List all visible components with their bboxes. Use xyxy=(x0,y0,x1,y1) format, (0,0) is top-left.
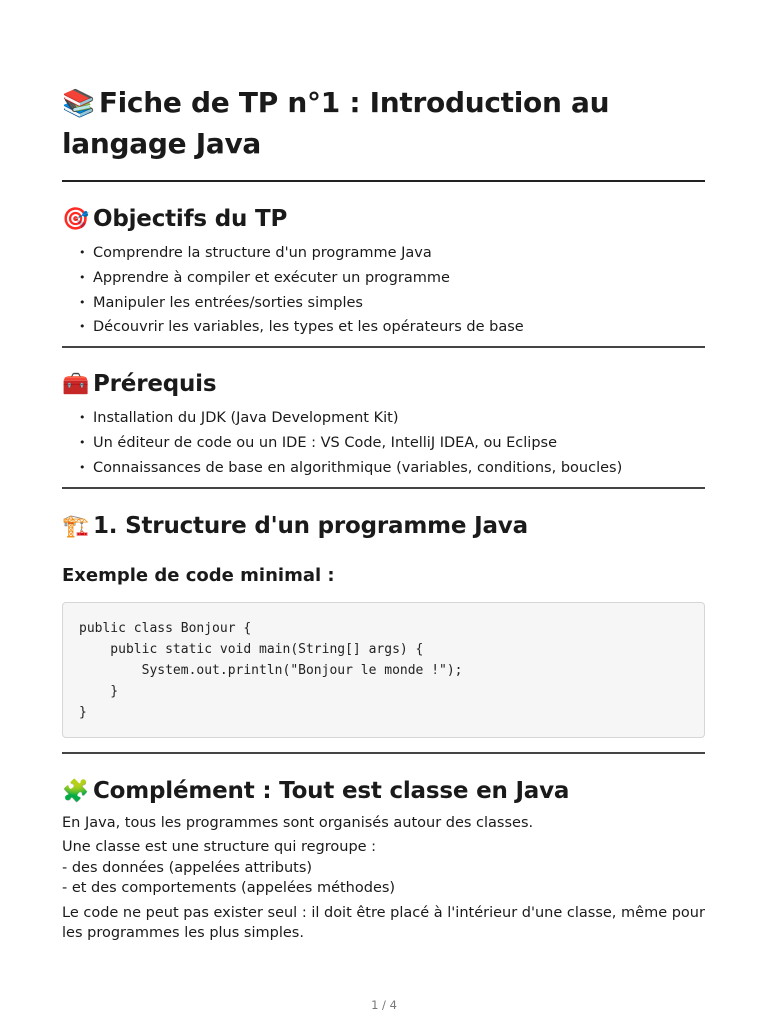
bullet-icon: • xyxy=(79,270,86,284)
list-item: • Un éditeur de code ou un IDE : VS Code, IntelliJ IDEA, ou Eclipse xyxy=(62,431,705,456)
paragraph: Le code ne peut pas exister seul : il doit être placé à l'intérieur d'une classe, même pour les programmes les plus simples. xyxy=(62,904,705,942)
objectifs-heading-text: Objectifs du TP xyxy=(93,206,288,232)
code-example-subheading: Exemple de code minimal : xyxy=(62,564,335,586)
target-icon: 🎯 xyxy=(62,207,89,232)
page-title xyxy=(62,83,705,164)
complement-heading-text: Complément : Tout est classe en Java xyxy=(93,777,570,804)
section-divider xyxy=(62,346,705,348)
bullet-icon: • xyxy=(79,295,86,309)
objectifs-heading xyxy=(62,204,705,235)
complement-heading xyxy=(62,776,705,807)
bullet-icon: • xyxy=(79,435,86,449)
page-number: 1 / 4 xyxy=(371,998,397,1012)
bullet-icon: • xyxy=(79,411,86,425)
section-divider xyxy=(62,752,705,754)
prerequis-heading xyxy=(62,369,705,400)
crane-icon: 🏗️ xyxy=(62,513,89,539)
paragraph-line: Une classe est une structure qui regroupe : xyxy=(62,839,377,856)
list-item: • Apprendre à compiler et exécuter un programme xyxy=(62,266,705,291)
code-block: public class Bonjour { public static void main(String[] args) { System.out.println("Bonjour le monde !"); } } xyxy=(62,602,705,738)
paragraph-line: - et des comportements (appelées méthodes) xyxy=(62,880,396,897)
bullet-icon: • xyxy=(79,320,86,334)
bullet-icon: • xyxy=(79,246,86,259)
title-divider xyxy=(62,180,705,182)
objectifs-list xyxy=(62,241,705,340)
prerequis-heading-text: Prérequis xyxy=(93,371,217,398)
list-item: • Comprendre la structure d'un programme Java xyxy=(62,241,705,266)
paragraph-line: - des données (appelées attributs) xyxy=(62,859,313,876)
section-divider xyxy=(62,487,705,489)
paragraph: En Java, tous les programmes sont organisés autour des classes. xyxy=(62,814,534,831)
list-item: • Installation du JDK (Java Development Kit) xyxy=(62,406,705,431)
books-icon: 📚 xyxy=(62,88,95,119)
structure-heading-text: 1. Structure d'un programme Java xyxy=(93,512,528,539)
document-page xyxy=(62,0,705,944)
toolbox-icon: 🧰 xyxy=(62,372,89,398)
puzzle-icon: 🧩 xyxy=(62,778,89,804)
list-item: • Connaissances de base en algorithmique (variables, conditions, boucles) xyxy=(62,456,705,481)
page-title-text: Fiche de TP n°1 : Introduction au langage Java xyxy=(62,86,610,160)
prerequis-list xyxy=(62,406,705,480)
list-item: • Découvrir les variables, les types et les opérateurs de base xyxy=(62,315,705,340)
list-item: • Manipuler les entrées/sorties simples xyxy=(62,291,705,316)
structure-heading xyxy=(62,511,705,542)
bullet-icon: • xyxy=(79,460,86,474)
